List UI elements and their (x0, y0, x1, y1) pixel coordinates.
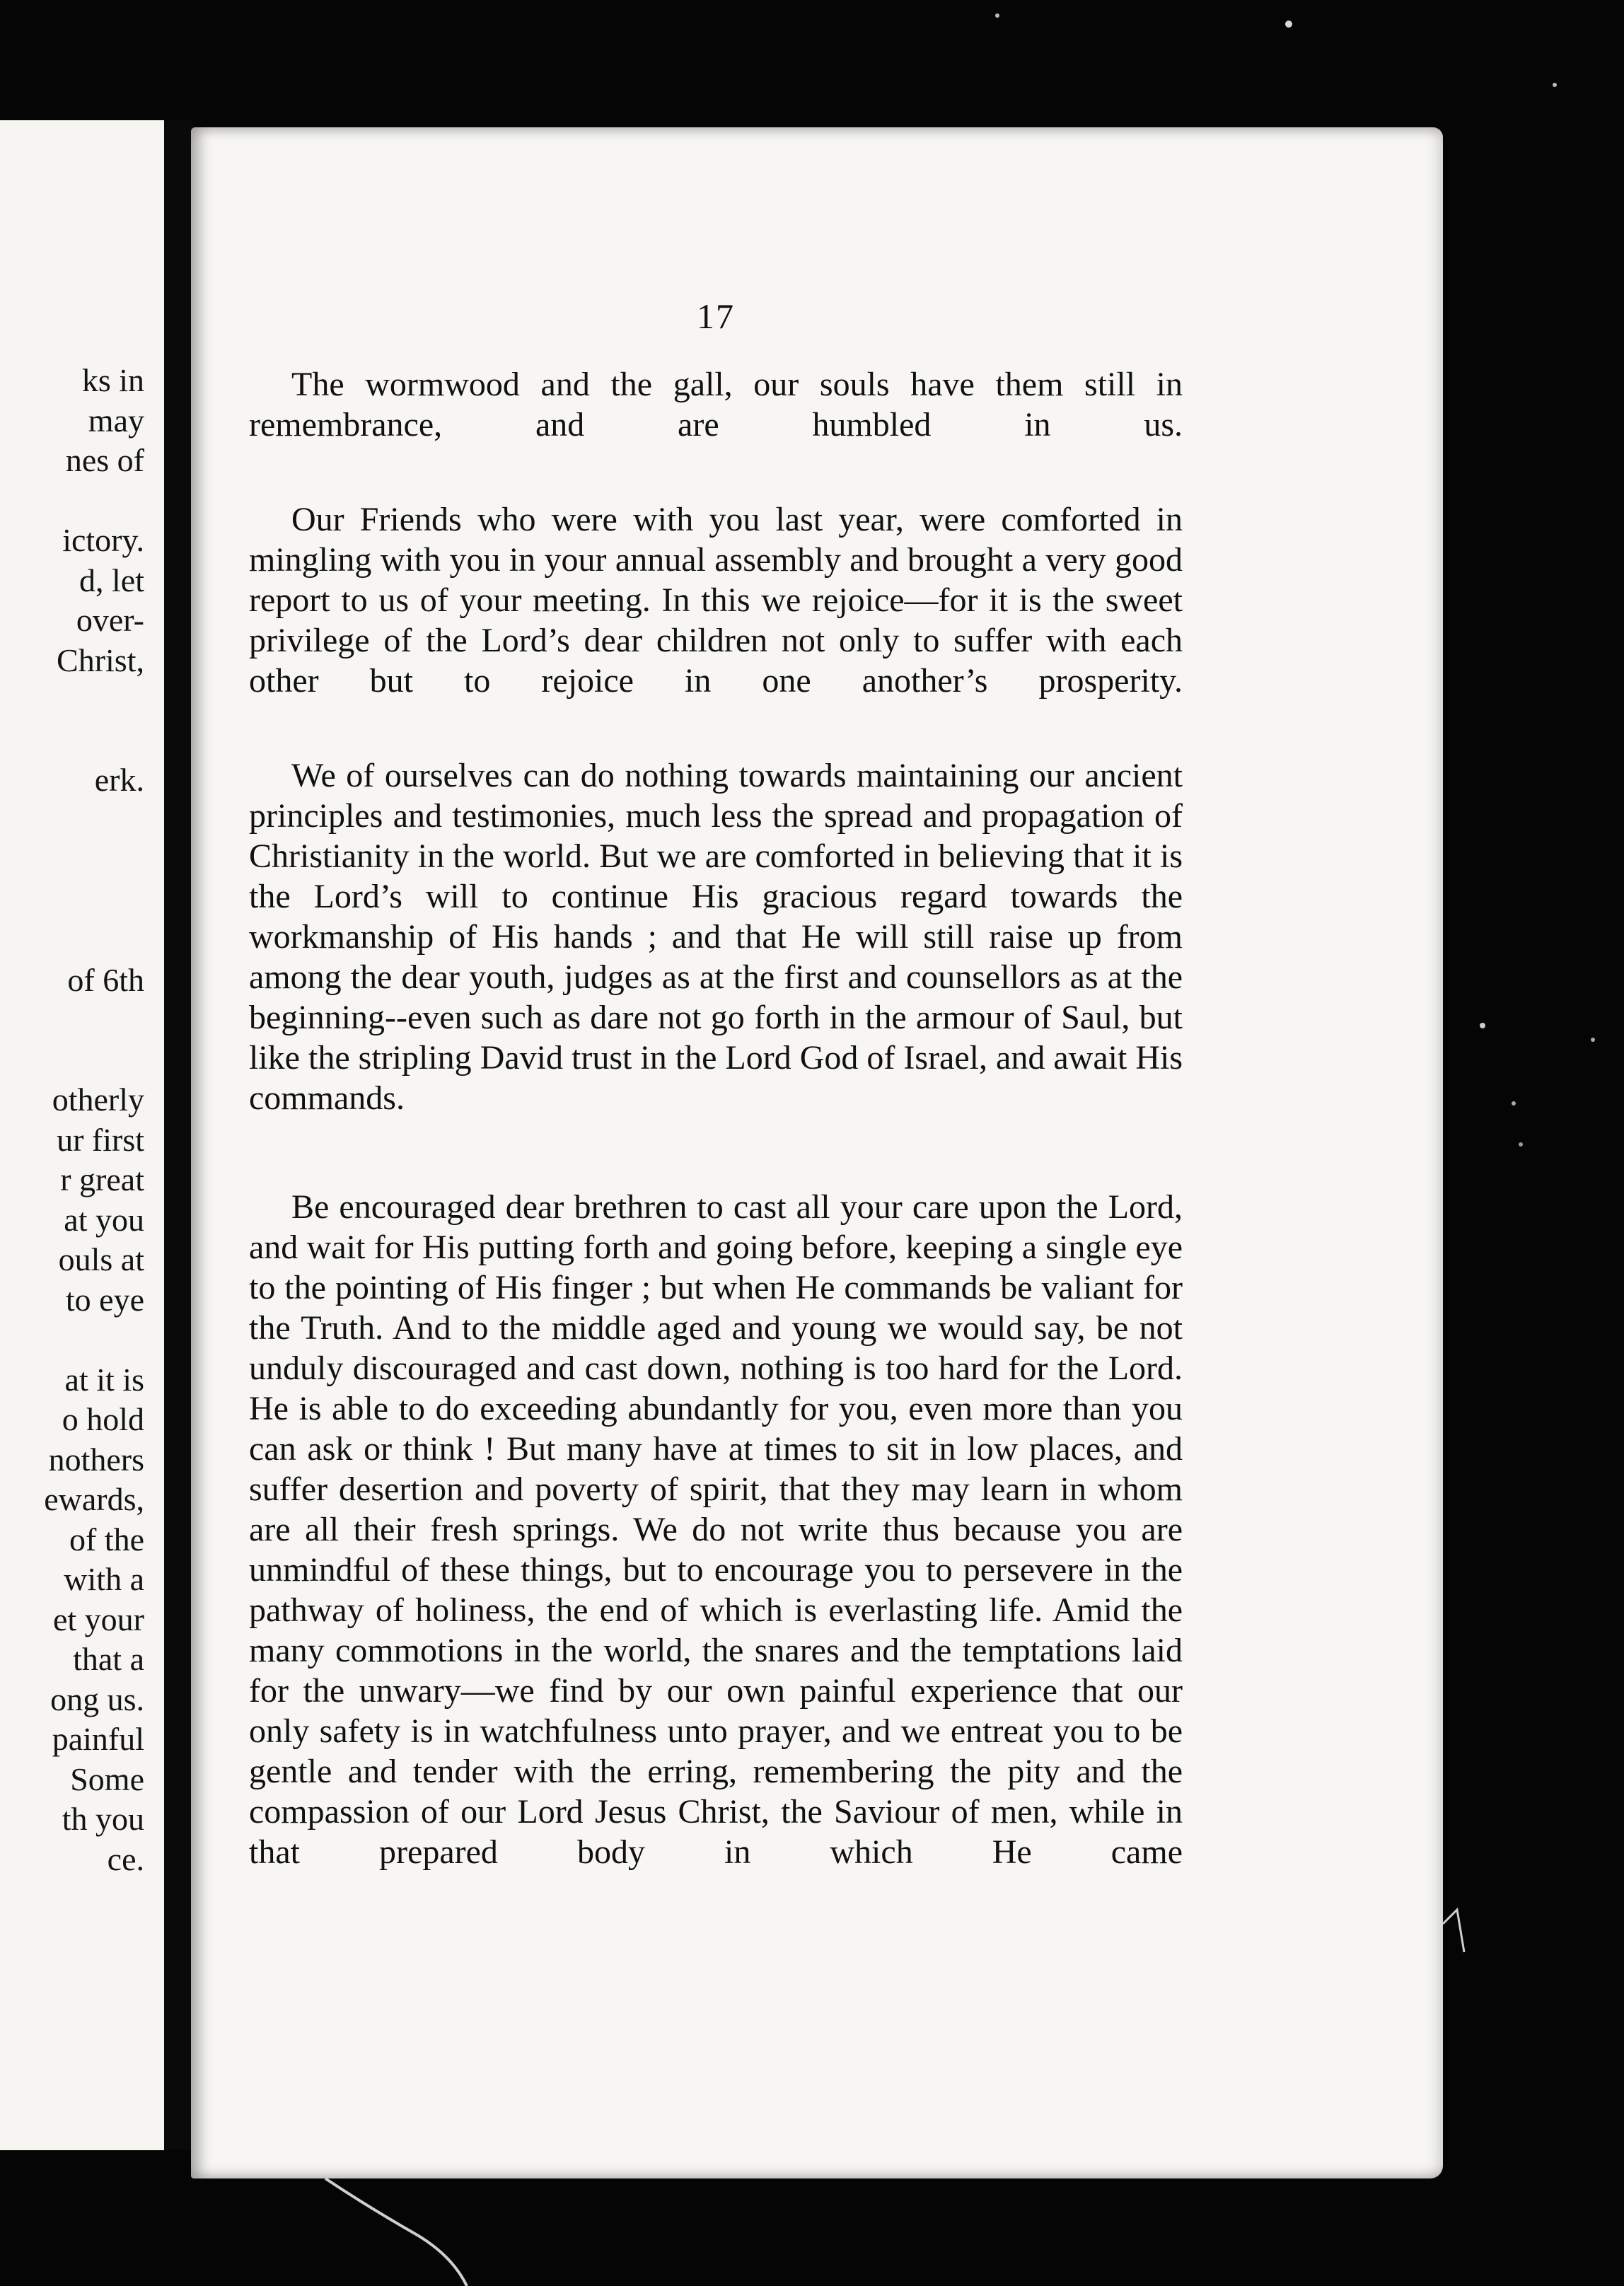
left-page-line: ictory. (62, 522, 144, 558)
left-page-line: ewards, (44, 1481, 144, 1517)
left-page-line: of 6th (67, 961, 144, 998)
left-page-line: at you (64, 1201, 144, 1238)
left-page-line: that a (73, 1641, 144, 1677)
page-body (249, 364, 1183, 1927)
left-page-line: et your (52, 1601, 144, 1637)
left-page-line: ong us. (50, 1681, 144, 1717)
left-page-line: o hold (62, 1401, 144, 1437)
left-page-line: to eye (65, 1281, 144, 1318)
left-page-line: ur first (57, 1121, 144, 1158)
left-page-line: d, let (79, 562, 144, 598)
left-page-line: ouls at (58, 1241, 144, 1277)
paragraph-1: The wormwood and the gall, our souls have them still in remembrance, and are humbled in us. (249, 366, 1183, 443)
left-page-line: at it is (64, 1361, 144, 1398)
left-page-line: nothers (48, 1441, 144, 1478)
left-page-line: nes of (65, 442, 144, 478)
left-page-line: with a (64, 1561, 144, 1597)
left-page-line: Christ, (57, 642, 144, 678)
left-page-line: r great (60, 1161, 144, 1197)
paragraph-4: Be encouraged dear brethren to cast all your care upon the Lord, and wait for His putting forth and going before, keeping a single eye to the pointing of His finger ; but when He commands be valiant for the Truth. And to the middle aged and young we would say, be not unduly discouraged and cast down, nothing is too hard for the Lord. He is able to do exceeding abundantly for you, even more than you can ask or think ! But many have at times to sit in low places, and suffer desertion and poverty of spirit, that they may learn in whom are all their fresh springs. We do not write thus because you are unmindful of these things, but to encourage you to persevere in the pathway of holiness, the end of which is everlasting life. Amid the many commotions in the world, the snares and the temptations laid for the unwary—we find by our own painful experience that our only safety is in watchfulness unto prayer, and we entreat you to be gentle and tender with the erring, remembering the pity and the compassion of our Lord Jesus Christ, the Saviour of men, while in that prepared body in which He came (249, 1188, 1183, 1871)
left-page-line: of the (69, 1521, 144, 1557)
left-page-line: Some (70, 1760, 144, 1797)
left-page-line: may (88, 402, 144, 439)
left-page-line: ce. (107, 1840, 144, 1877)
paragraph-3: We of ourselves can do nothing towards maintaining our ancient principles and testimonies, much less the spread and propagation of Christianity in the world. But we are comforted in believing that it is the Lord’s will to continue His gracious regard towards the workmanship of His hands ; and that He will still raise up from among the dear youth, judges as at the first and counsellors as at the beginning--even such as dare not go forth in the armour of Saul, but like the stripling David trust in the Lord God of Israel, and await His commands. (249, 757, 1183, 1117)
book-gutter (164, 120, 192, 2150)
left-page-line: over- (76, 602, 144, 638)
left-page-line: erk. (94, 762, 144, 798)
left-page-line: ks in (81, 362, 144, 398)
left-page-line: th you (62, 1801, 144, 1837)
left-page-line: painful (52, 1721, 144, 1757)
paragraph-2: Our Friends who were with you last year, were comforted in mingling with you in your annual assembly and brought a very good report to us of your meeting. In this we rejoice—for it is the sweet privilege of the Lord’s dear children not only to suffer with each other but to rejoice in one another’s prosperity. (249, 501, 1183, 700)
left-page-line: otherly (52, 1081, 144, 1118)
left-page (0, 120, 164, 2150)
page-number: 17 (697, 296, 735, 336)
